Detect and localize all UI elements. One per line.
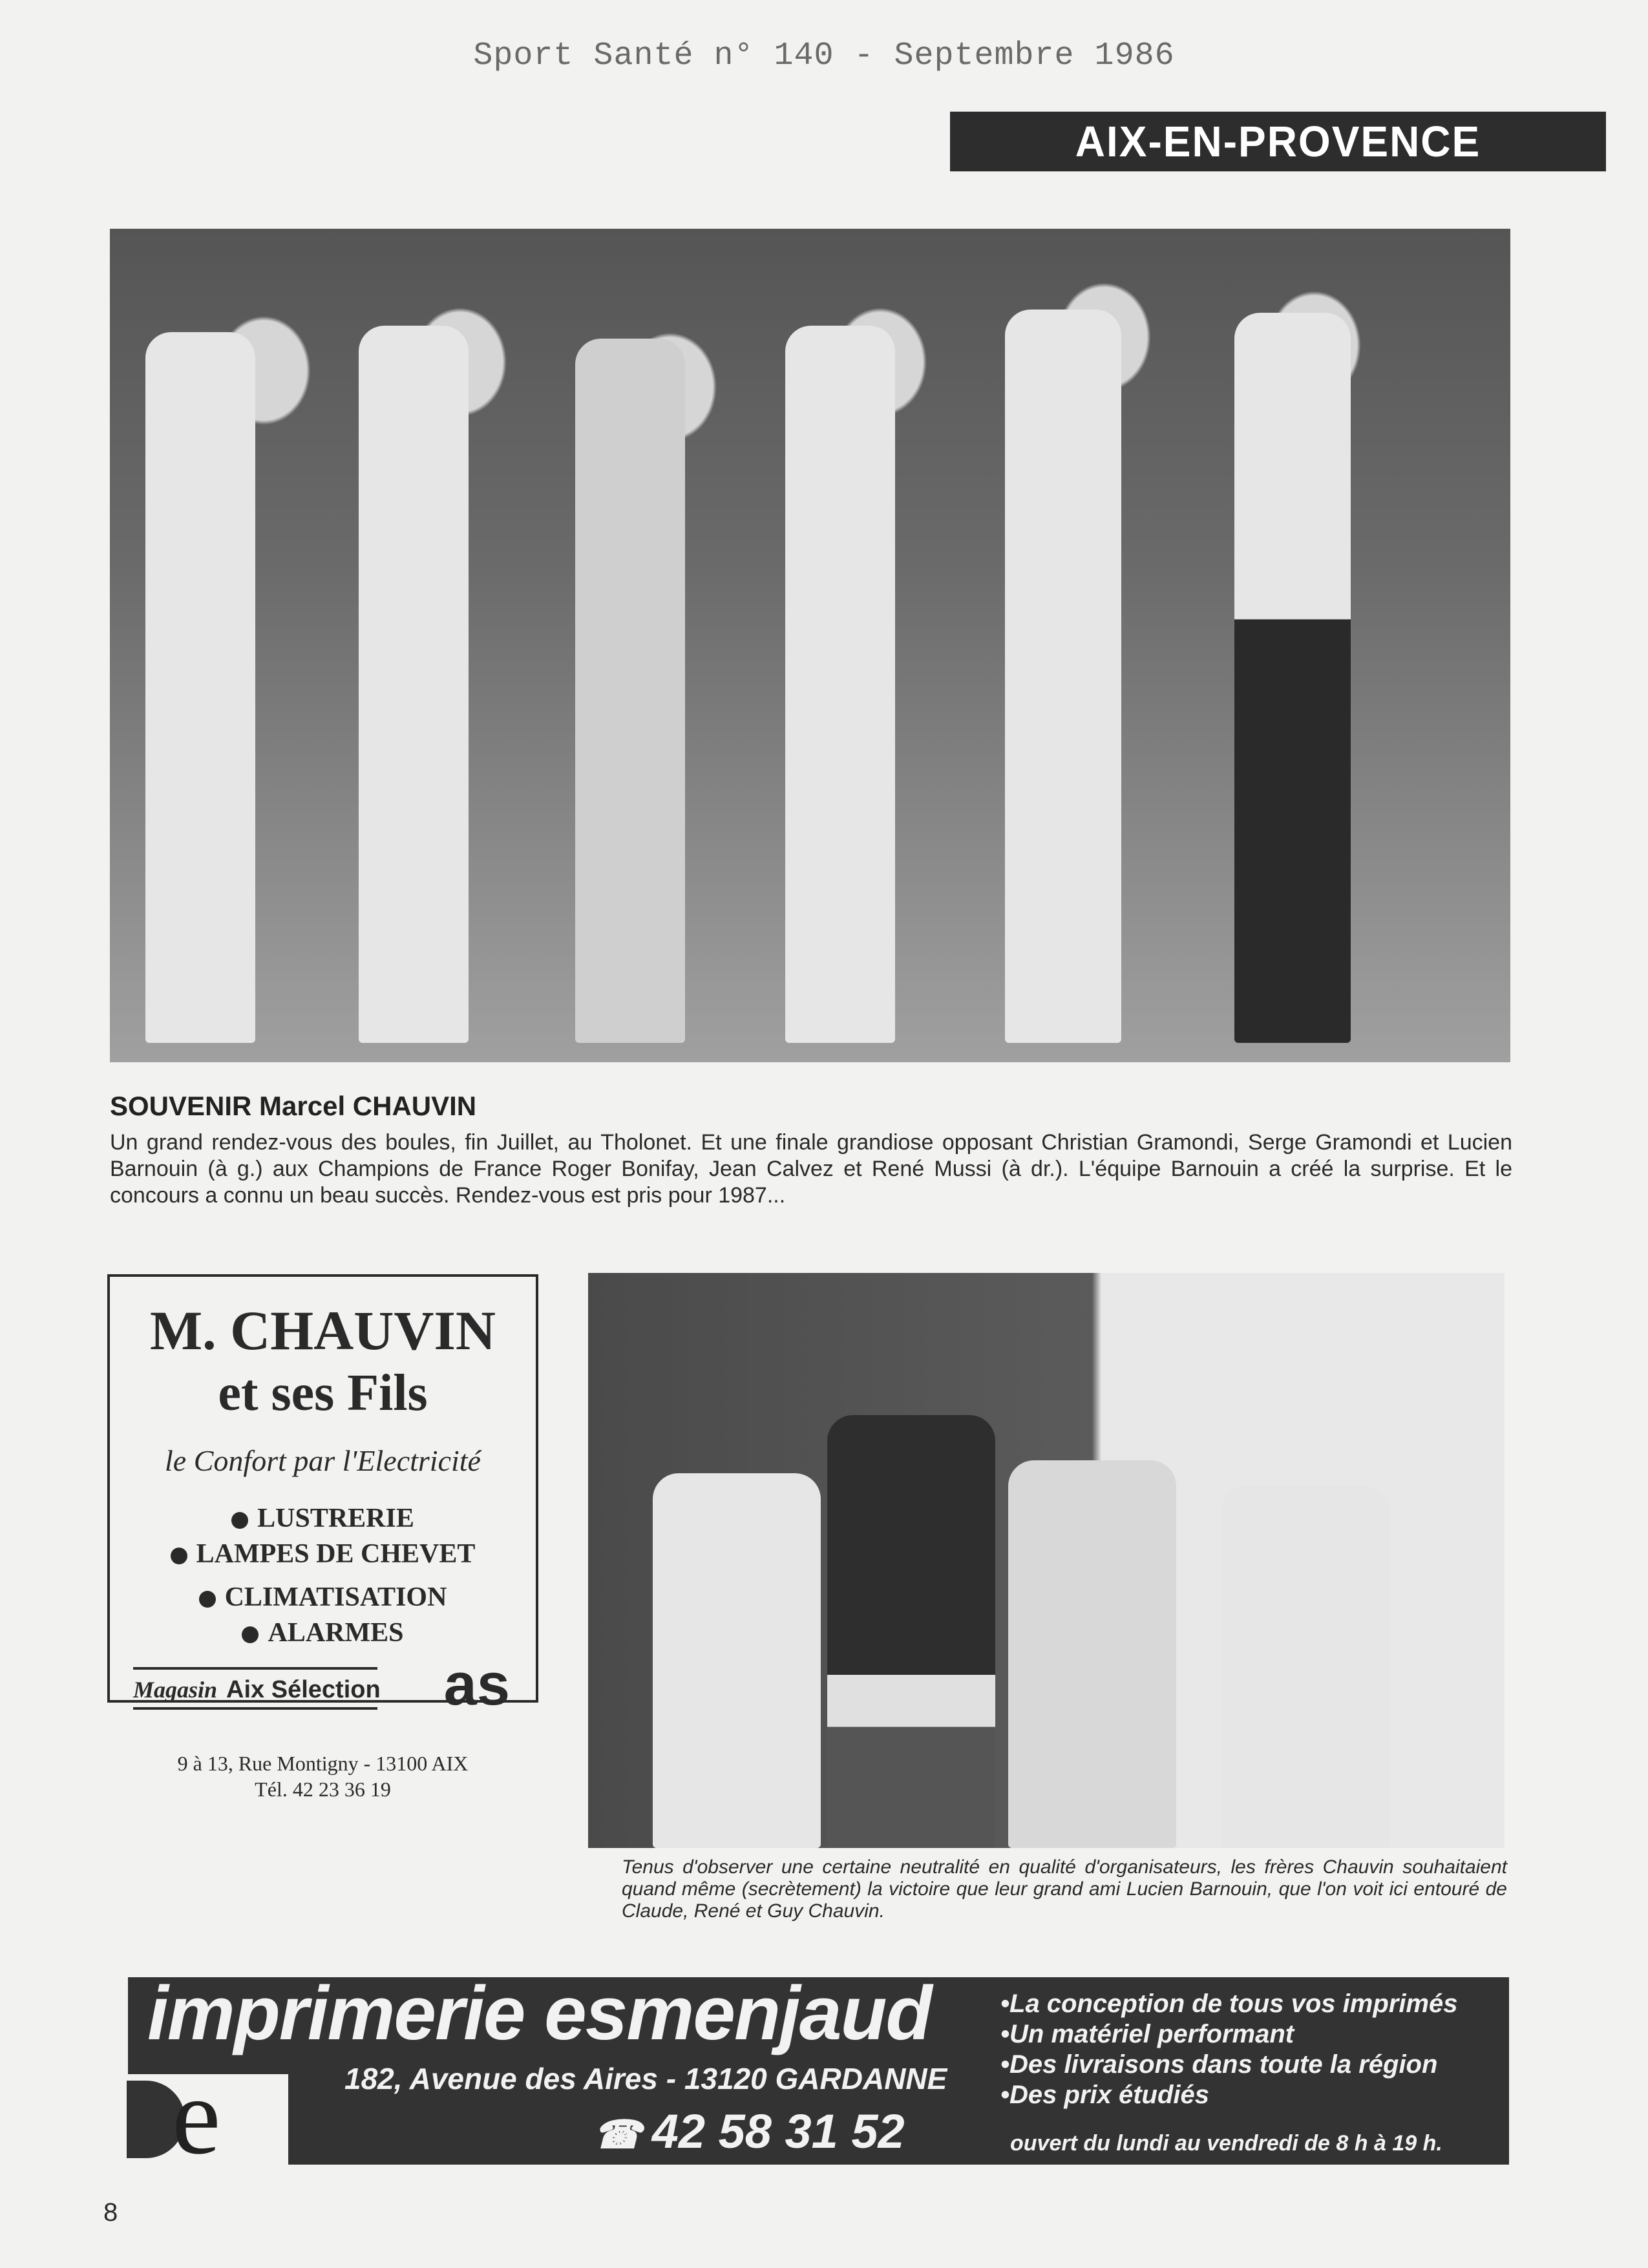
bullet-icon	[199, 1591, 216, 1608]
ad-title: M. CHAUVIN	[149, 1299, 496, 1361]
masthead: Sport Santé n° 140 - Septembre 1986	[473, 37, 1175, 74]
photo-figure	[575, 339, 685, 1043]
photo-figure	[1008, 1460, 1176, 1848]
store-name: Aix Sélection	[226, 1676, 381, 1703]
photo-figure	[785, 326, 895, 1043]
printer-services	[1000, 1989, 1458, 2110]
ad-address: 9 à 13, Rue Montigny - 13100 AIX	[177, 1752, 469, 1775]
printer-logo	[127, 2055, 288, 2177]
store-prefix: Magasin	[133, 1677, 218, 1703]
photo-figure	[145, 332, 255, 1043]
ad-item: CLIMATISATION	[110, 1582, 536, 1613]
ad-store	[133, 1676, 381, 1704]
logo-e: e	[172, 2055, 221, 2177]
photo-figure	[653, 1473, 821, 1848]
divider	[133, 1667, 377, 1670]
ad-subtitle: et ses Fils	[218, 1365, 428, 1422]
photo-figure	[827, 1415, 995, 1848]
printer-name: imprimerie esmenjaud	[147, 1971, 931, 2056]
bullet-icon	[242, 1626, 259, 1643]
ad-tagline: le Confort par l'Electricité	[165, 1444, 481, 1477]
photo-caption: Tenus d'observer une certaine neutralité en qualité d'organisateurs, les frères Chauvin souhaitaient quand même (secrètement) la victoire que leur grand ami Lucien Barnouin, que l'on voit ici entouré de Claude, René et Guy Chauvin.	[622, 1856, 1507, 1922]
photo-figure	[1221, 1486, 1389, 1848]
photo-figure	[359, 326, 469, 1043]
printer-address: 182, Avenue des Aires - 13120 GARDANNE	[344, 2062, 947, 2095]
photo-figure	[1234, 313, 1351, 1043]
photo-figure	[1005, 310, 1121, 1043]
service-item: • Des livraisons dans toute la région	[1000, 2050, 1458, 2080]
section-banner: AIX-EN-PROVENCE	[950, 112, 1606, 171]
telephone-icon: ☎	[593, 2113, 642, 2156]
top-photo	[110, 229, 1510, 1062]
bullet-icon	[231, 1512, 248, 1529]
divider	[133, 1707, 377, 1710]
chauvin-ad	[107, 1274, 538, 1801]
printer-hours: ouvert du lundi au vendredi de 8 h à 19 h.	[1010, 2131, 1442, 2156]
bottom-photo	[588, 1273, 1505, 1848]
ad-phone: Tél. 42 23 36 19	[255, 1778, 391, 1801]
ad-item: LAMPES DE CHEVET	[110, 1538, 536, 1570]
page-number: 8	[103, 2198, 118, 2227]
service-item: • Des prix étudiés	[1000, 2080, 1458, 2110]
printer-ad	[128, 1971, 1509, 2177]
service-item: • La conception de tous vos imprimés	[1000, 1989, 1458, 2019]
printer-phone: ☎ 42 58 31 52	[593, 2105, 905, 2158]
article-title: SOUVENIR Marcel CHAUVIN	[110, 1091, 477, 1121]
article-body: Un grand rendez-vous des boules, fin Juillet, au Tholonet. Et une finale grandiose opposant Christian Gramondi, Serge Gramondi et Lucien Barnouin (à g.) aux Champions de France Roger Bonifay, Jean Calvez et René Mussi (à dr.). L'équipe Barnouin a créé la surprise. Et le concours a connu un beau succès. Rendez-vous est pris pour 1987...	[110, 1130, 1512, 1208]
bullet-icon	[171, 1548, 187, 1564]
store-logo: as	[443, 1652, 510, 1717]
ad-item: ALARMES	[110, 1617, 536, 1648]
ad-item: LUSTRERIE	[110, 1503, 536, 1534]
service-item: • Un matériel performant	[1000, 2019, 1458, 2050]
